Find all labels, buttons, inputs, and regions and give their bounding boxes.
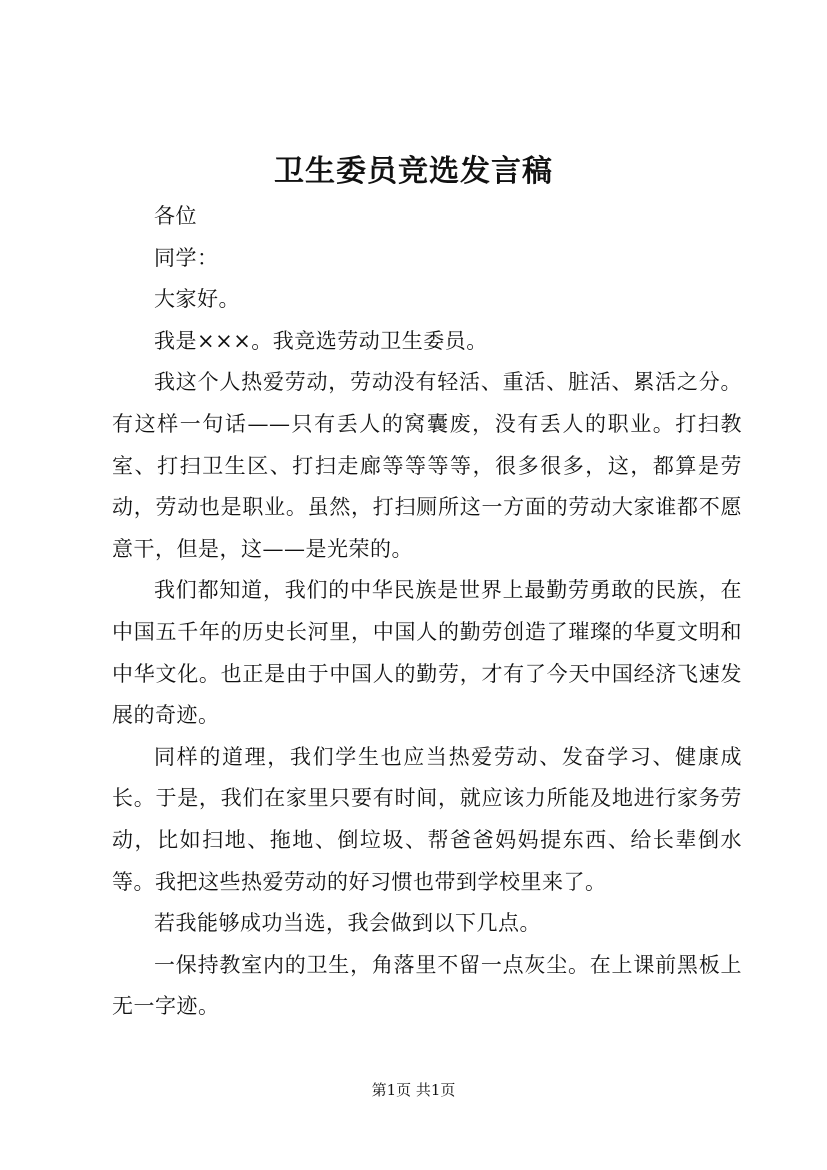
page-footer: 第1页 共1页 bbox=[371, 1081, 456, 1099]
document-title: 卫生委员竞选发言稿 bbox=[274, 154, 553, 189]
paragraph-intro: 我是×××。我竞选劳动卫生委员。 bbox=[154, 328, 488, 353]
paragraph-classmates: 同学： bbox=[154, 245, 219, 270]
paragraph-love-labor: 我这个人热爱劳动，劳动没有轻活、重活、脏活、累活之分。有这样一句话——只有丢人的窝囊废，没有丢人的职业。打扫教室、打扫卫生区、打扫走廊等等等等，很多很多，这，都算是劳动，劳动也是职业。虽然，打扫厕所这一方面的劳动大家谁都不愿意干，但是，这——是光荣的。 bbox=[112, 370, 742, 561]
paragraph-promise: 若我能够成功当选，我会做到以下几点。 bbox=[154, 911, 541, 936]
paragraph-nation: 我们都知道，我们的中华民族是世界上最勤劳勇敢的民族，在中国五千年的历史长河里，中国人的勤劳创造了璀璨的华夏文明和中华文化。也正是由于中国人的勤劳，才有了今天中国经济飞速发展的奇迹。 bbox=[112, 578, 742, 728]
paragraph-hello: 大家好。 bbox=[154, 287, 240, 312]
paragraph-greeting: 各位 bbox=[154, 204, 197, 228]
document-body bbox=[112, 196, 742, 1028]
paragraph-point-one: 一保持教室内的卫生，角落里不留一点灰尘。在上课前黑板上无一字迹。 bbox=[112, 952, 742, 1019]
paragraph-students: 同样的道理，我们学生也应当热爱劳动、发奋学习、健康成长。于是，我们在家里只要有时间，就应该力所能及地进行家务劳动，比如扫地、拖地、倒垃圾、帮爸爸妈妈提东西、给长辈倒水等。我把这些热爱劳动的好习惯也带到学校里来了。 bbox=[112, 744, 742, 894]
